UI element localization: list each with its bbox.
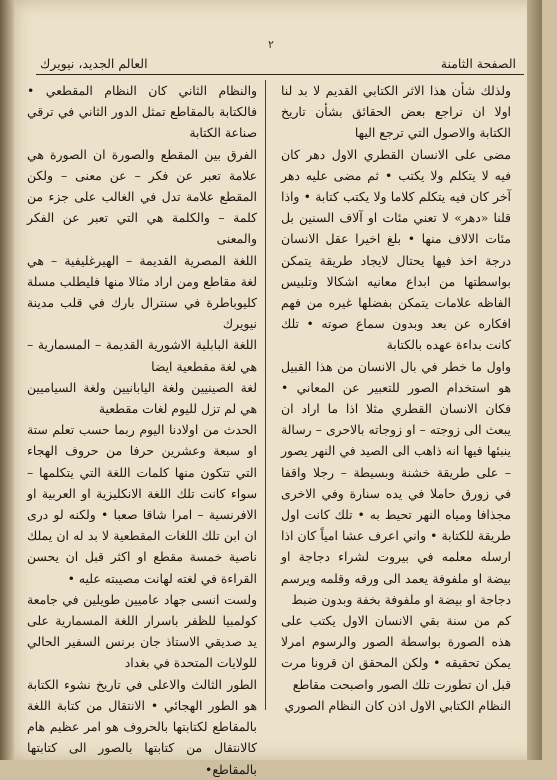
paragraph: والنظام الثاني كان النظام المقطعي • فالكتابة بالمقاطع تمثل الدور الثاني في ترقي صناعة الكتابة bbox=[27, 83, 257, 141]
book-spine bbox=[0, 0, 14, 760]
paragraph: اللغة المصرية القديمة – الهيرغليفية – هي لغة مقاطع ومن اراد مثالا منها فليطلب مسلة كليوباطرة في سنترال بارك في قلب مدينة نيويرك bbox=[27, 252, 257, 332]
running-header bbox=[30, 54, 526, 74]
right-column bbox=[281, 80, 511, 716]
left-column bbox=[27, 80, 257, 780]
header-rule bbox=[36, 74, 524, 75]
page-title: الصفحة الثامنة bbox=[440, 56, 516, 71]
paragraph: النظام الكتابي الاول اذن كان النظام الصوري bbox=[284, 697, 511, 713]
page-edge bbox=[527, 0, 542, 760]
page bbox=[14, 0, 542, 777]
paragraph: الفرق بين المقطع والصورة ان الصورة هي علامة تعبر عن فكر – عن معنى – ولكن المقطع علامة تدل في الغالب على جزء من كلمة – والكلمة هي التي تعبر عن الفكر والمعنى bbox=[27, 146, 257, 247]
page-marker: ٢ bbox=[268, 38, 274, 51]
paragraph: لغة الصينيين ولغة اليابانيين ولغة السياميين هي لم تزل لليوم لغات مقطعية bbox=[27, 379, 257, 417]
publication-name: العالم الجديد، نيويرك bbox=[40, 56, 148, 71]
paragraph: مضى على الانسان القطري الاول دهر كان فيه لا يتكلم ولا يكتب • ثم مضى عليه دهر آخر كان فيه يتكلم كلاما ولا يكتب كتابة • واذا قلنا «دهر» لا تعني مئات او آلاف السنين بل مئات الالاف منها • بلغ اخيرا عقل الانسان درجة اخذ فيها يحتال لايجاد طريقة يتمكن بواسطتها من ابداع معانيه اشكالا وتلبيس الفاظه علامات يتمكن بفضلها غيره من فهم افكاره عن بعد وبدون سماع صوته • تلك كانت بداءة عهده بالكتابة bbox=[281, 146, 511, 353]
paragraph: واول ما خطر في بال الانسان من هذا القبيل هو استخدام الصور للتعبير عن المعاني • فكان الانسان القطري مثلا اذا ما اراد ان يبعث الى زوجته – او زوجاته بالاحرى – رسالة ينبئها فيها انه ذاهب الى الصيد في النهر يصور – على طريقة خشنة وبسيطة – رجلا واقفا في زورق حاملا في يده سنارة وفي الاخرى مجذافا ومياه النهر تحيط به • تلك كانت اول طريقة للكتابة • واني اعرف عشا امياً كان اذا ارسله معلمه في بيروت لشراء دجاجة او بيضة او ملفوفة يعمد الى ورقه وقلمه ويرسم دجاجة او بيضة او ملفوفة بخفة وبدون ضبط bbox=[281, 358, 511, 607]
paragraph: ولذلك شأن هذا الاثر الكتابي القديم لا بد لنا اولا ان نراجع بعض الحقائق بشأن تاريخ الكتابة والاصول التي ترجع اليها bbox=[281, 83, 511, 141]
paragraph: الطور الثالث والاعلى في تاريخ نشوء الكتابة هو الطور الهجائي • الانتقال من كتابة اللغة بالمقاطع لكتابتها بالحروف هو امر عظيم هام كالانتقال من كتابتها بالصور الى كتابتها بالمقاطع• bbox=[27, 676, 257, 777]
paragraph: الحدث من اولادنا اليوم ربما حسب تعلم ستة او سبعة وعشرين حرفا من حروف الهجاء التي تتكون منها كلمات اللغة التي يتكلمها – سواء كانت تلك اللغة الانكليزية او العربية او الافرنسية – امرا شاقا صعبا • ولكنه لو درى ان ابن تلك اللغات المقطعية لا بد له ان يملك ناصية خمسة مقطع او اكثر قبل ان يحسن القراءة في لغته لهانت مصيبته عليه • bbox=[27, 422, 257, 586]
paragraph: اللغة البابلية الاشورية القديمة – المسمارية – هي لغة مقطعية ايضا bbox=[27, 337, 257, 374]
paragraph: ولست انسى جهاد عاميين طويلين في جامعة كولمبيا للظفر باسرار اللغة المسمارية على يد صديقي الاستاذ جان برنس السفير الحالي للولايات المتحدة في بغداد bbox=[27, 591, 257, 671]
column-divider bbox=[265, 80, 266, 710]
paragraph: كم من سنة بقي الانسان الاول يكتب على هذه الصورة بواسطة الصور والرسوم امرلا يمكن تحقيقه • ولكن المحقق ان قرونا مرت قبل ان تطورت تلك الصور واصبحت مقاطع bbox=[281, 613, 511, 692]
